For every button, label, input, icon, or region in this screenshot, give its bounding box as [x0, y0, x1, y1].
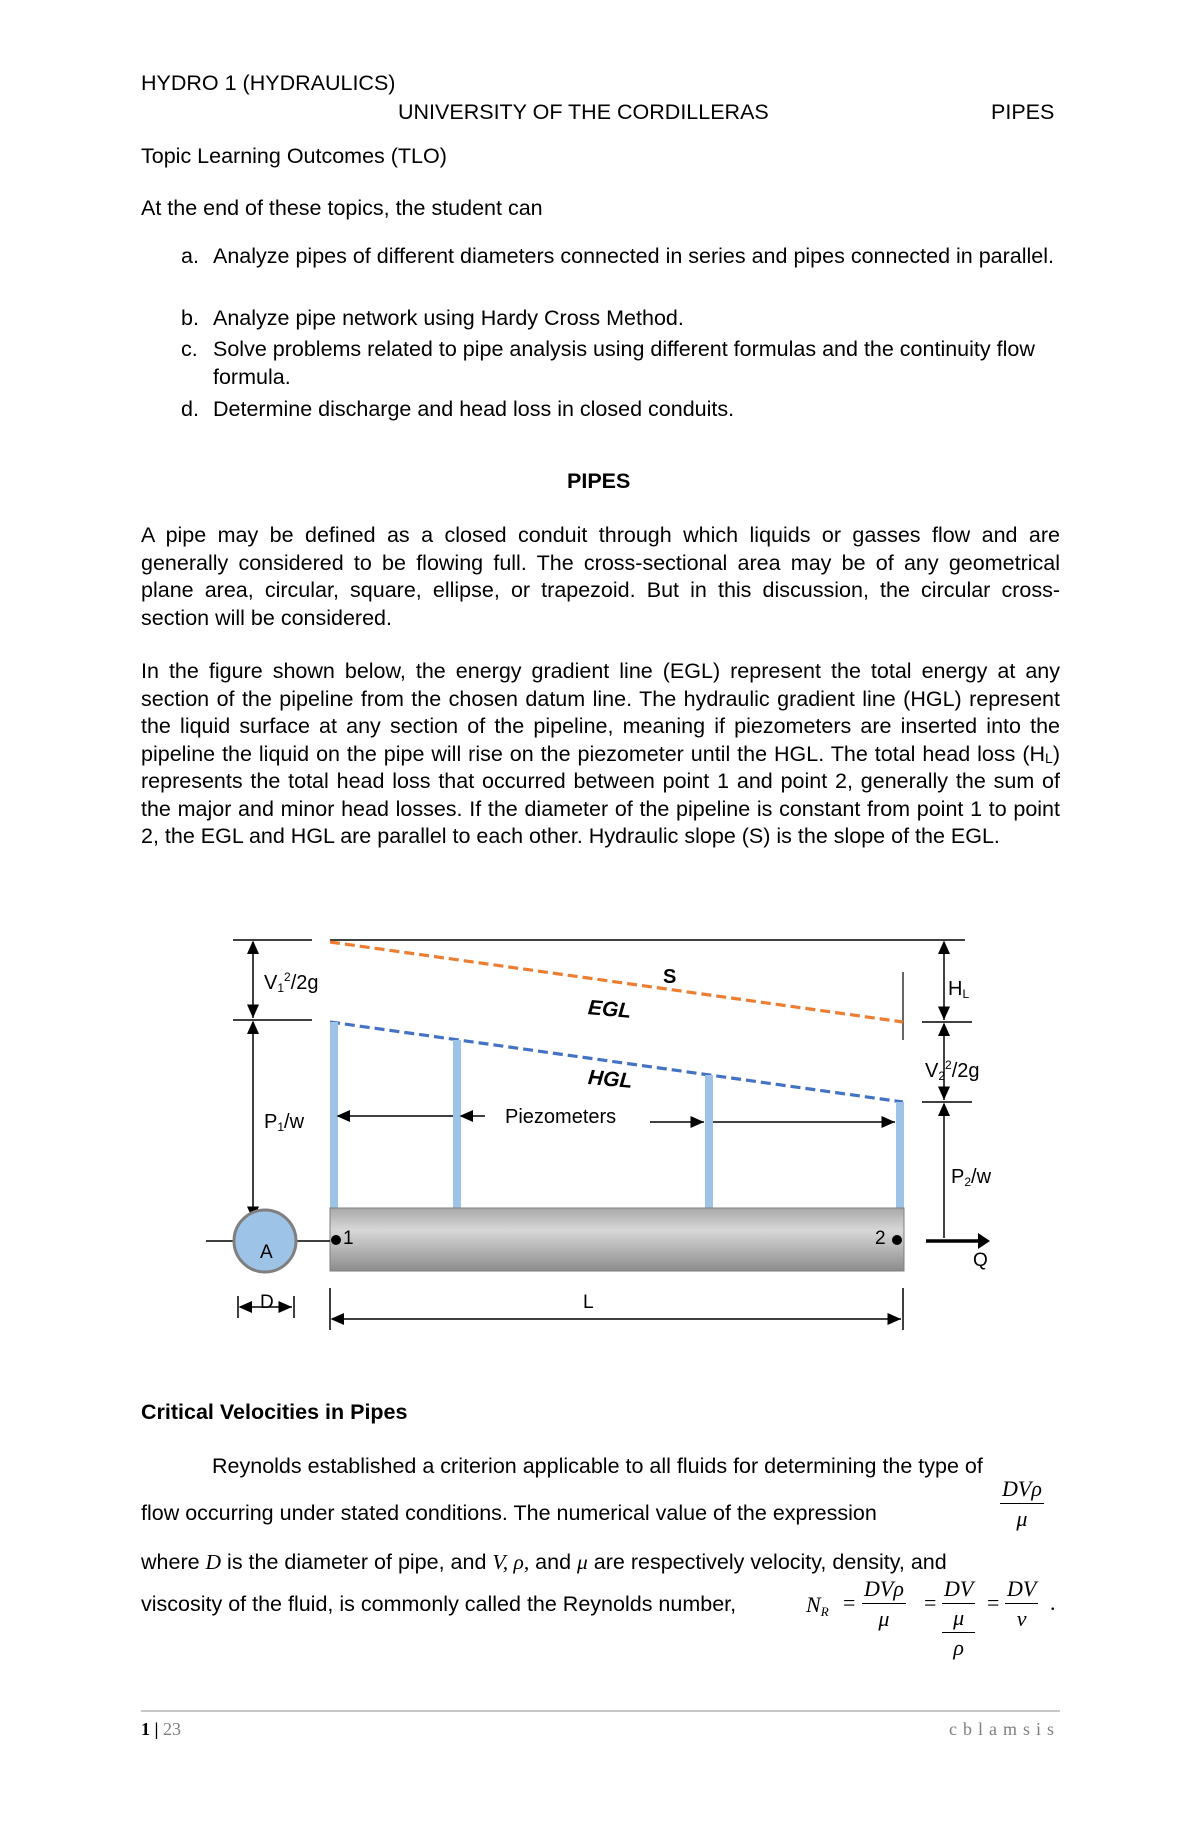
- critical-heading: Critical Velocities in Pipes: [141, 1400, 408, 1424]
- flow-label: Q: [973, 1250, 988, 1271]
- flow-arrowhead: [978, 1233, 990, 1249]
- p1-label: $P_1/w$: [264, 1111, 305, 1134]
- cross-section-label: A: [260, 1242, 273, 1263]
- tlo-item-text: Determine discharge and head loss in closed conduits.: [213, 397, 735, 421]
- reynolds-fraction-2: [942, 1575, 975, 1663]
- course-header: HYDRO 1 (HYDRAULICS): [141, 71, 396, 95]
- v2-label: $V_2^2/2g$: [925, 1058, 980, 1083]
- critical-line-3: where D is the diameter of pipe, and V, ρ, and μ are respectively velocity, density, and: [141, 1550, 947, 1574]
- piezometer-2: [453, 1040, 461, 1210]
- tlo-item-c: [181, 336, 1093, 392]
- topic-header: PIPES: [991, 100, 1055, 124]
- tlo-item-label: b.: [181, 306, 199, 330]
- equals-2: =: [924, 1590, 937, 1615]
- critical-line-2: flow occurring under stated conditions. The numerical value of the expression: [141, 1501, 877, 1525]
- subscript: L: [1045, 749, 1053, 766]
- piezometer-3: [705, 1075, 713, 1210]
- point-2-label: 2: [875, 1228, 886, 1249]
- point-2-dot: [892, 1235, 902, 1245]
- tlo-item-label: a.: [181, 244, 199, 268]
- fraction-denominator: μ: [878, 1606, 890, 1631]
- nr-symbol: $N_R$: [806, 1592, 829, 1619]
- footer-author: cblamsis: [949, 1719, 1060, 1739]
- section-title: PIPES: [567, 469, 631, 493]
- equation-period: .: [1050, 1590, 1056, 1615]
- tlo-item-label: c.: [181, 337, 198, 361]
- critical-line-1: Reynolds established a criterion applicable to all fluids for determining the type of: [212, 1454, 983, 1478]
- p2-label: $P_2/w$: [951, 1166, 992, 1189]
- fraction-numerator: DVρ: [862, 1575, 906, 1604]
- diameter-label: D: [260, 1292, 274, 1313]
- equals-1: =: [843, 1590, 856, 1615]
- hgl-label: HGL: [587, 1066, 634, 1093]
- tlo-item-text: Analyze pipe network using Hardy Cross Method.: [213, 306, 684, 330]
- length-label: L: [583, 1292, 594, 1313]
- point-1-label: 1: [343, 1228, 354, 1249]
- paragraph-pipe-definition: A pipe may be defined as a closed conduit through which liquids or gasses flow and are generally considered to be flowing full. The cross-sectional area may be of any geometrical plane area, circular, square, ellipse, or trapezoid. But in this discussion, the circular cross-section will be considered.: [141, 523, 1060, 630]
- v1-label: $V_1^2/2g$: [264, 970, 319, 995]
- tlo-item-a: [181, 243, 1093, 299]
- tlo-item-b: [181, 305, 1093, 333]
- paragraph-egl-hgl: [141, 658, 1060, 851]
- fraction-numerator: DV: [942, 1575, 975, 1604]
- tlo-item-d: [181, 396, 1093, 424]
- slope-label: S: [663, 966, 677, 988]
- fraction-denominator: μ: [1016, 1506, 1028, 1531]
- reynolds-fraction-1: [862, 1575, 906, 1634]
- tlo-intro: At the end of these topics, the student can: [141, 196, 543, 220]
- fraction-numerator: DVρ: [1000, 1475, 1044, 1504]
- footer-rule: [141, 1710, 1060, 1712]
- hl-label: $H_L$: [948, 978, 970, 1001]
- page-number: 1 | 23: [141, 1719, 181, 1739]
- expression-fraction: [1000, 1475, 1044, 1534]
- tlo-item-text: Analyze pipes of different diameters connected in series and pipes connected in parallel.: [213, 244, 1055, 268]
- university-header: UNIVERSITY OF THE CORDILLERAS: [398, 100, 769, 124]
- piezometer-1: [330, 1022, 338, 1210]
- fraction-denominator: μ: [942, 1604, 975, 1633]
- tlo-heading: Topic Learning Outcomes (TLO): [141, 144, 447, 168]
- piezometer-4: [896, 1102, 904, 1210]
- egl-label: EGL: [587, 996, 633, 1023]
- reynolds-fraction-3: [1005, 1575, 1038, 1634]
- paragraph-text: ) represents the total head loss that occurred between point 1 and point 2, generally the sum of the major and minor head losses. If the diameter of the pipeline is constant from point 1 to point 2, the EGL and HGL are parallel to each other. Hydraulic slope (S) is the slope of the EGL.: [141, 741, 1060, 848]
- piezometers-label: Piezometers: [505, 1106, 617, 1128]
- fraction-numerator: DV: [1005, 1575, 1038, 1604]
- point-1-dot: [331, 1235, 341, 1245]
- pipe-energy-figure: [0, 920, 1200, 1340]
- fraction-denominator-sub: ρ: [953, 1635, 964, 1660]
- tlo-item-text: Solve problems related to pipe analysis using different formulas and the continuity flow formula.: [213, 337, 1035, 389]
- paragraph-text: In the figure shown below, the energy gradient line (EGL) represent the total energy at any section of the pipeline from the chosen datum line. The hydraulic gradient line (HGL) represent the liquid surface at any section of the pipeline, meaning if piezometers are inserted into the pipeline the liquid on the pipe will rise on the piezometer until the HGL. The total head loss (H: [141, 659, 1060, 766]
- tlo-item-label: d.: [181, 397, 199, 421]
- critical-line-4: viscosity of the fluid, is commonly called the Reynolds number,: [141, 1592, 737, 1616]
- equals-3: =: [987, 1590, 1000, 1615]
- pipe-body: [330, 1208, 904, 1271]
- fraction-denominator: ν: [1016, 1606, 1027, 1631]
